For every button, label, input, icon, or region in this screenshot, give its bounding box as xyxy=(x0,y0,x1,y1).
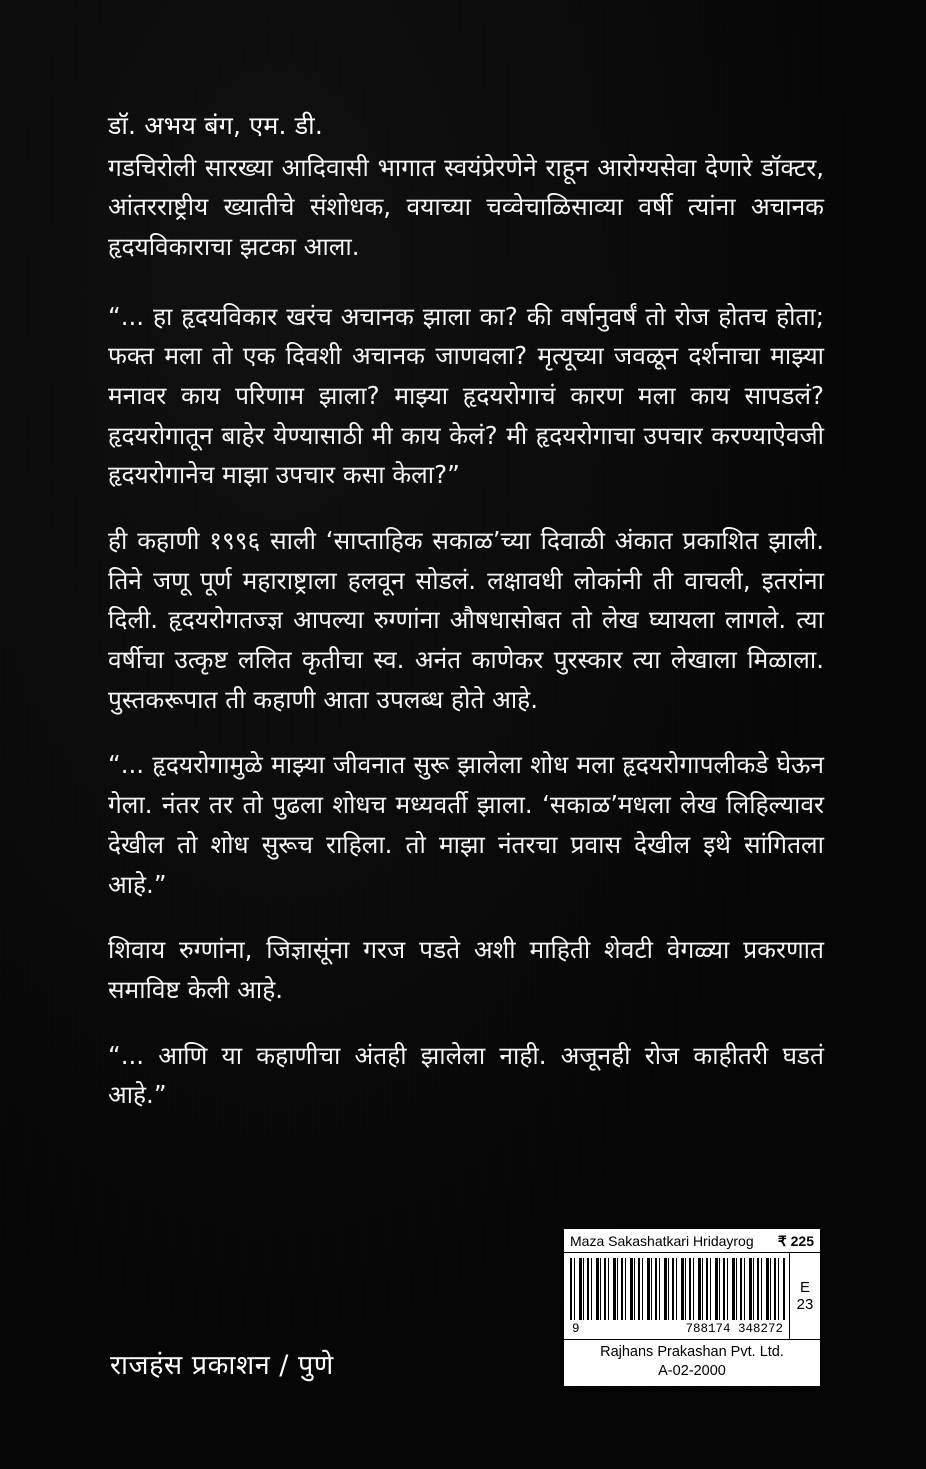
barcode-bars-wrapper xyxy=(564,1253,789,1339)
quote-one: “... हा हृदयविकार खरंच अचानक झाला का? की वर्षानुवर्षं तो रोज होतच होता; फक्त मला तो एक दिवशी अचानक जाणवला? मृत्यूच्या जवळून दर्शनाचा माझ्या मनावर काय परिणाम झाला? माझ्या हृदयरोगाचं कारण मला काय सापडलं? हृदयरोगातून बाहेर येण्यासाठी मी काय केलं? मी हृदयरोगाचा उपचार करण्याऐवजी हृदयरोगानेच माझा उपचार कसा केला?” xyxy=(108,301,824,490)
back-cover-text-block xyxy=(108,108,824,1141)
shelf-code-letter: E xyxy=(799,1278,810,1296)
author-description: गडचिरोली सारख्या आदिवासी भागात स्वयंप्रेरणेने राहून आरोग्यसेवा देणारे डॉक्टर, आंतरराष्ट्रीय ख्यातीचे संशोधक, वयाच्या चव्वेचाळिसाव्या वर्षी त्यांना अचानक हृदयविकाराचा झटका आला. xyxy=(108,152,824,261)
barcode-bars xyxy=(570,1258,785,1320)
barcode-header xyxy=(564,1229,820,1253)
shelf-code-number: 23 xyxy=(796,1296,814,1313)
isbn-leading-digit: 9 xyxy=(572,1322,580,1336)
barcode-digits-row xyxy=(564,1322,789,1339)
barcode-panel xyxy=(563,1228,821,1387)
publisher-code: A-02-2000 xyxy=(658,1362,726,1379)
additional-info: शिवाय रुग्णांना, जिज्ञासूंना गरज पडते अशी माहिती शेवटी वेगळ्या प्रकरणात समाविष्ट केली आहे. xyxy=(108,935,824,1004)
author-name: डॉ. अभय बंग, एम. डी. xyxy=(108,111,323,140)
publisher-imprint: राजहंस प्रकाशन / पुणे xyxy=(110,1350,334,1381)
price-label: ₹ 225 xyxy=(777,1233,814,1249)
quote-two: “... हृदयरोगामुळे माझ्या जीवनात सुरू झालेला शोध मला हृदयरोगापलीकडे घेऊन गेला. नंतर तर तो पुढला शोधच मध्यवर्ती झाला. ‘सकाळ’मधला लेख लिहिल्यावर देखील तो शोध सुरूच राहिला. तो माझा नंतरचा प्रवास देखील इथे सांगितला आहे.” xyxy=(108,750,824,899)
publisher-name-latin: Rajhans Prakashan Pvt. Ltd. xyxy=(600,1344,784,1360)
book-title-transliteration: Maza Sakashatkari Hridayrog xyxy=(570,1233,754,1249)
barcode-footer xyxy=(564,1340,820,1386)
barcode-body xyxy=(564,1253,820,1340)
shelf-code xyxy=(789,1253,820,1339)
publication-history: ही कहाणी १९९६ साली ‘साप्ताहिक सकाळ’च्या दिवाळी अंकात प्रकाशित झाली. तिने जणू पूर्ण महाराष्ट्राला हलवून सोडलं. लक्षावधी लोकांनी ती वाचली, इतरांना दिली. हृदयरोगतज्ज्ञ आपल्या रुग्णांना औषधासोबत तो लेख घ्यायला लागले. त्या वर्षीचा उत्कृष्ट ललित कृतीचा स्व. अनंत काणेकर पुरस्कार त्या लेखाला मिळाला. पुस्तकरूपात ती कहाणी आता उपलब्ध होते आहे. xyxy=(108,526,824,714)
isbn-digits: 788174 348272 xyxy=(685,1322,783,1336)
quote-three: “... आणि या कहाणीचा अंतही झालेला नाही. अजूनही रोज काहीतरी घडतं आहे.” xyxy=(108,1040,824,1110)
